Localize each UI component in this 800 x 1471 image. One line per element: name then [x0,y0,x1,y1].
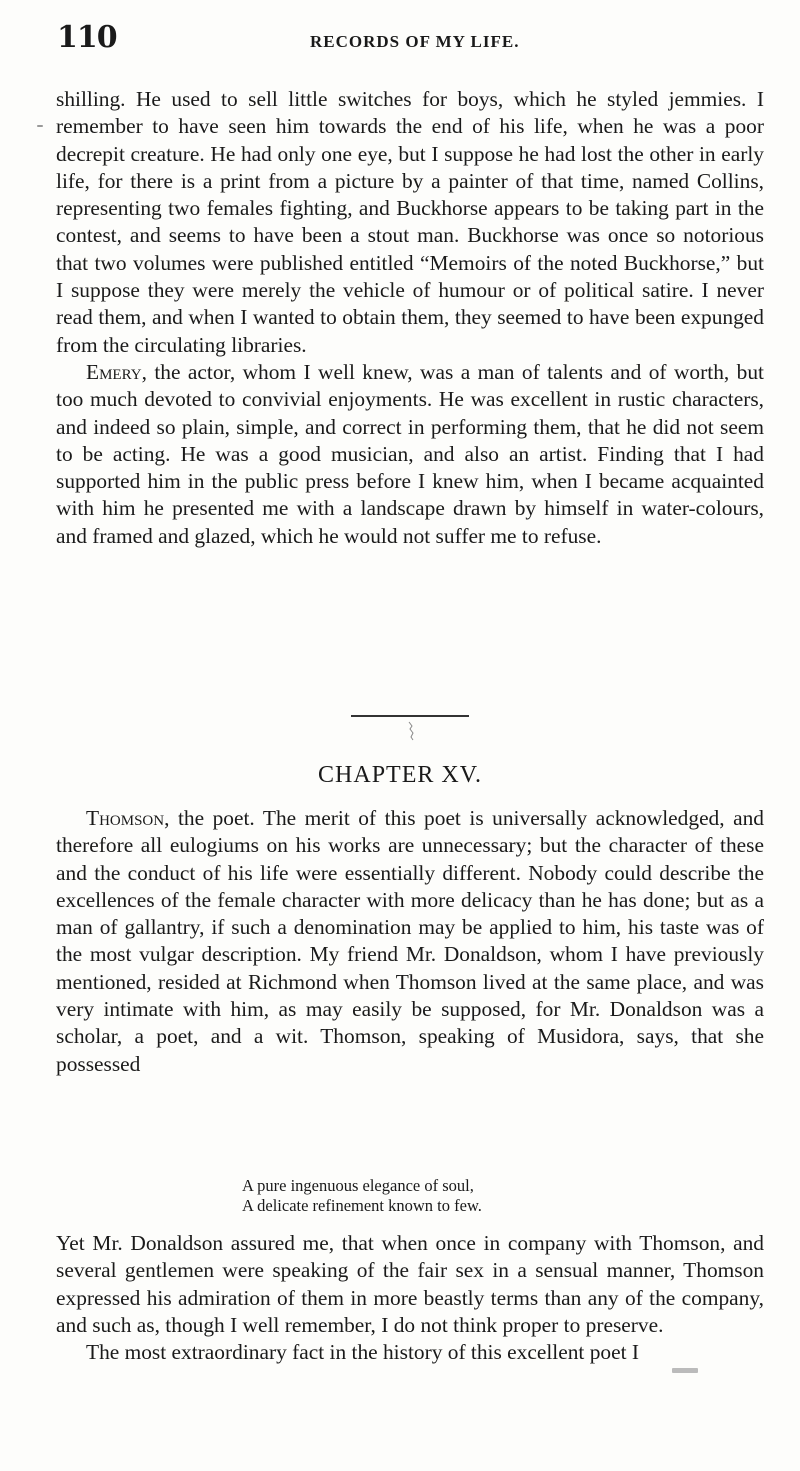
chapter-title: CHAPTER XV. [318,762,482,788]
page-header [57,20,757,60]
chapter-divider [351,715,469,717]
verse-line-1: A pure ingenuous elegance of soul, [242,1176,474,1195]
page-number: 110 [57,20,117,55]
final-line: The most extraordinary fact in the history of this excellent poet I [86,1340,640,1365]
ink-smudge [672,1368,698,1373]
buckhorse-paragraph: shilling. He used to sell little switches for boys, which he styled jemmies. I remember to have seen him towards the end of his life, when he was a poor decrepit creature. He had only one eye, but I suppose he had lost the other in early life, for there is a print from a picture by a painter of that time, named Collins, representing two females fighting, and Buckhorse appears to be taking part in the contest, and seems to have been a stout man. Buckhorse was once so notorious that two volumes were published entitled “Memoirs of the noted Buckhorse,” but I suppose they were merely the vehicle of humour or of political satire. I never read them, and when I wanted to obtain them, they seemed to have been expunged from the circulating libraries. [56,87,764,357]
ink-speck [37,125,43,127]
thomson-text: the poet. The merit of this poet is universally acknowledged, and therefore all eulogiums on his works are unnecessary; but the character of these and the conduct of his life were essentially different. Nobody could describe the excellences of the female character with more delicacy than he has done; but as a man of gallantry, if such a denomination may be applied to him, his taste was of the most vulgar description. My friend Mr. Donaldson, whom I have previously mentioned, resided at Richmond when Thomson lived at the same place, and was very intimate with him, as may easily be supposed, for Mr. Donaldson was a scholar, a poet, and a wit. Thomson, speaking of Musidora, says, that she possessed [56,806,764,1076]
emery-text: the actor, whom I well knew, was a man of talents and of worth, but too much devoted to convivial enjoyments. He was excellent in rustic characters, and indeed so plain, simple, and correct in performing them, that he did not seem to be acting. He was a good musician, and also an artist. Finding that I had supported him in the public press before I knew him, when I became acquainted with him he presented me with a landscape drawn by himself in water-colours, and framed and glazed, which he would not suffer me to refuse. [56,359,764,548]
thomson-paragraph-text [56,805,764,1078]
closing-paragraphs [56,1230,764,1366]
donaldson-paragraph: Yet Mr. Donaldson assured me, that when once in company with Thomson, and several gentlemen were speaking of the fair sex in a sensual manner, Thomson expressed his admiration of them in more beastly terms than any of the company, and such as, though I well remember, I do not think proper to preserve. [56,1231,764,1337]
emery-paragraph [56,359,764,550]
running-head: RECORDS OF MY LIFE. [310,32,520,51]
opening-paragraphs [56,86,764,550]
divider-ornament [407,720,415,742]
thomson-lead: Thomson, [86,806,170,830]
emery-lead: Emery, [86,359,147,384]
thomson-paragraph [56,805,764,1078]
verse-line-2: A delicate refinement known to few. [242,1196,482,1215]
verse-quotation [242,1176,482,1216]
